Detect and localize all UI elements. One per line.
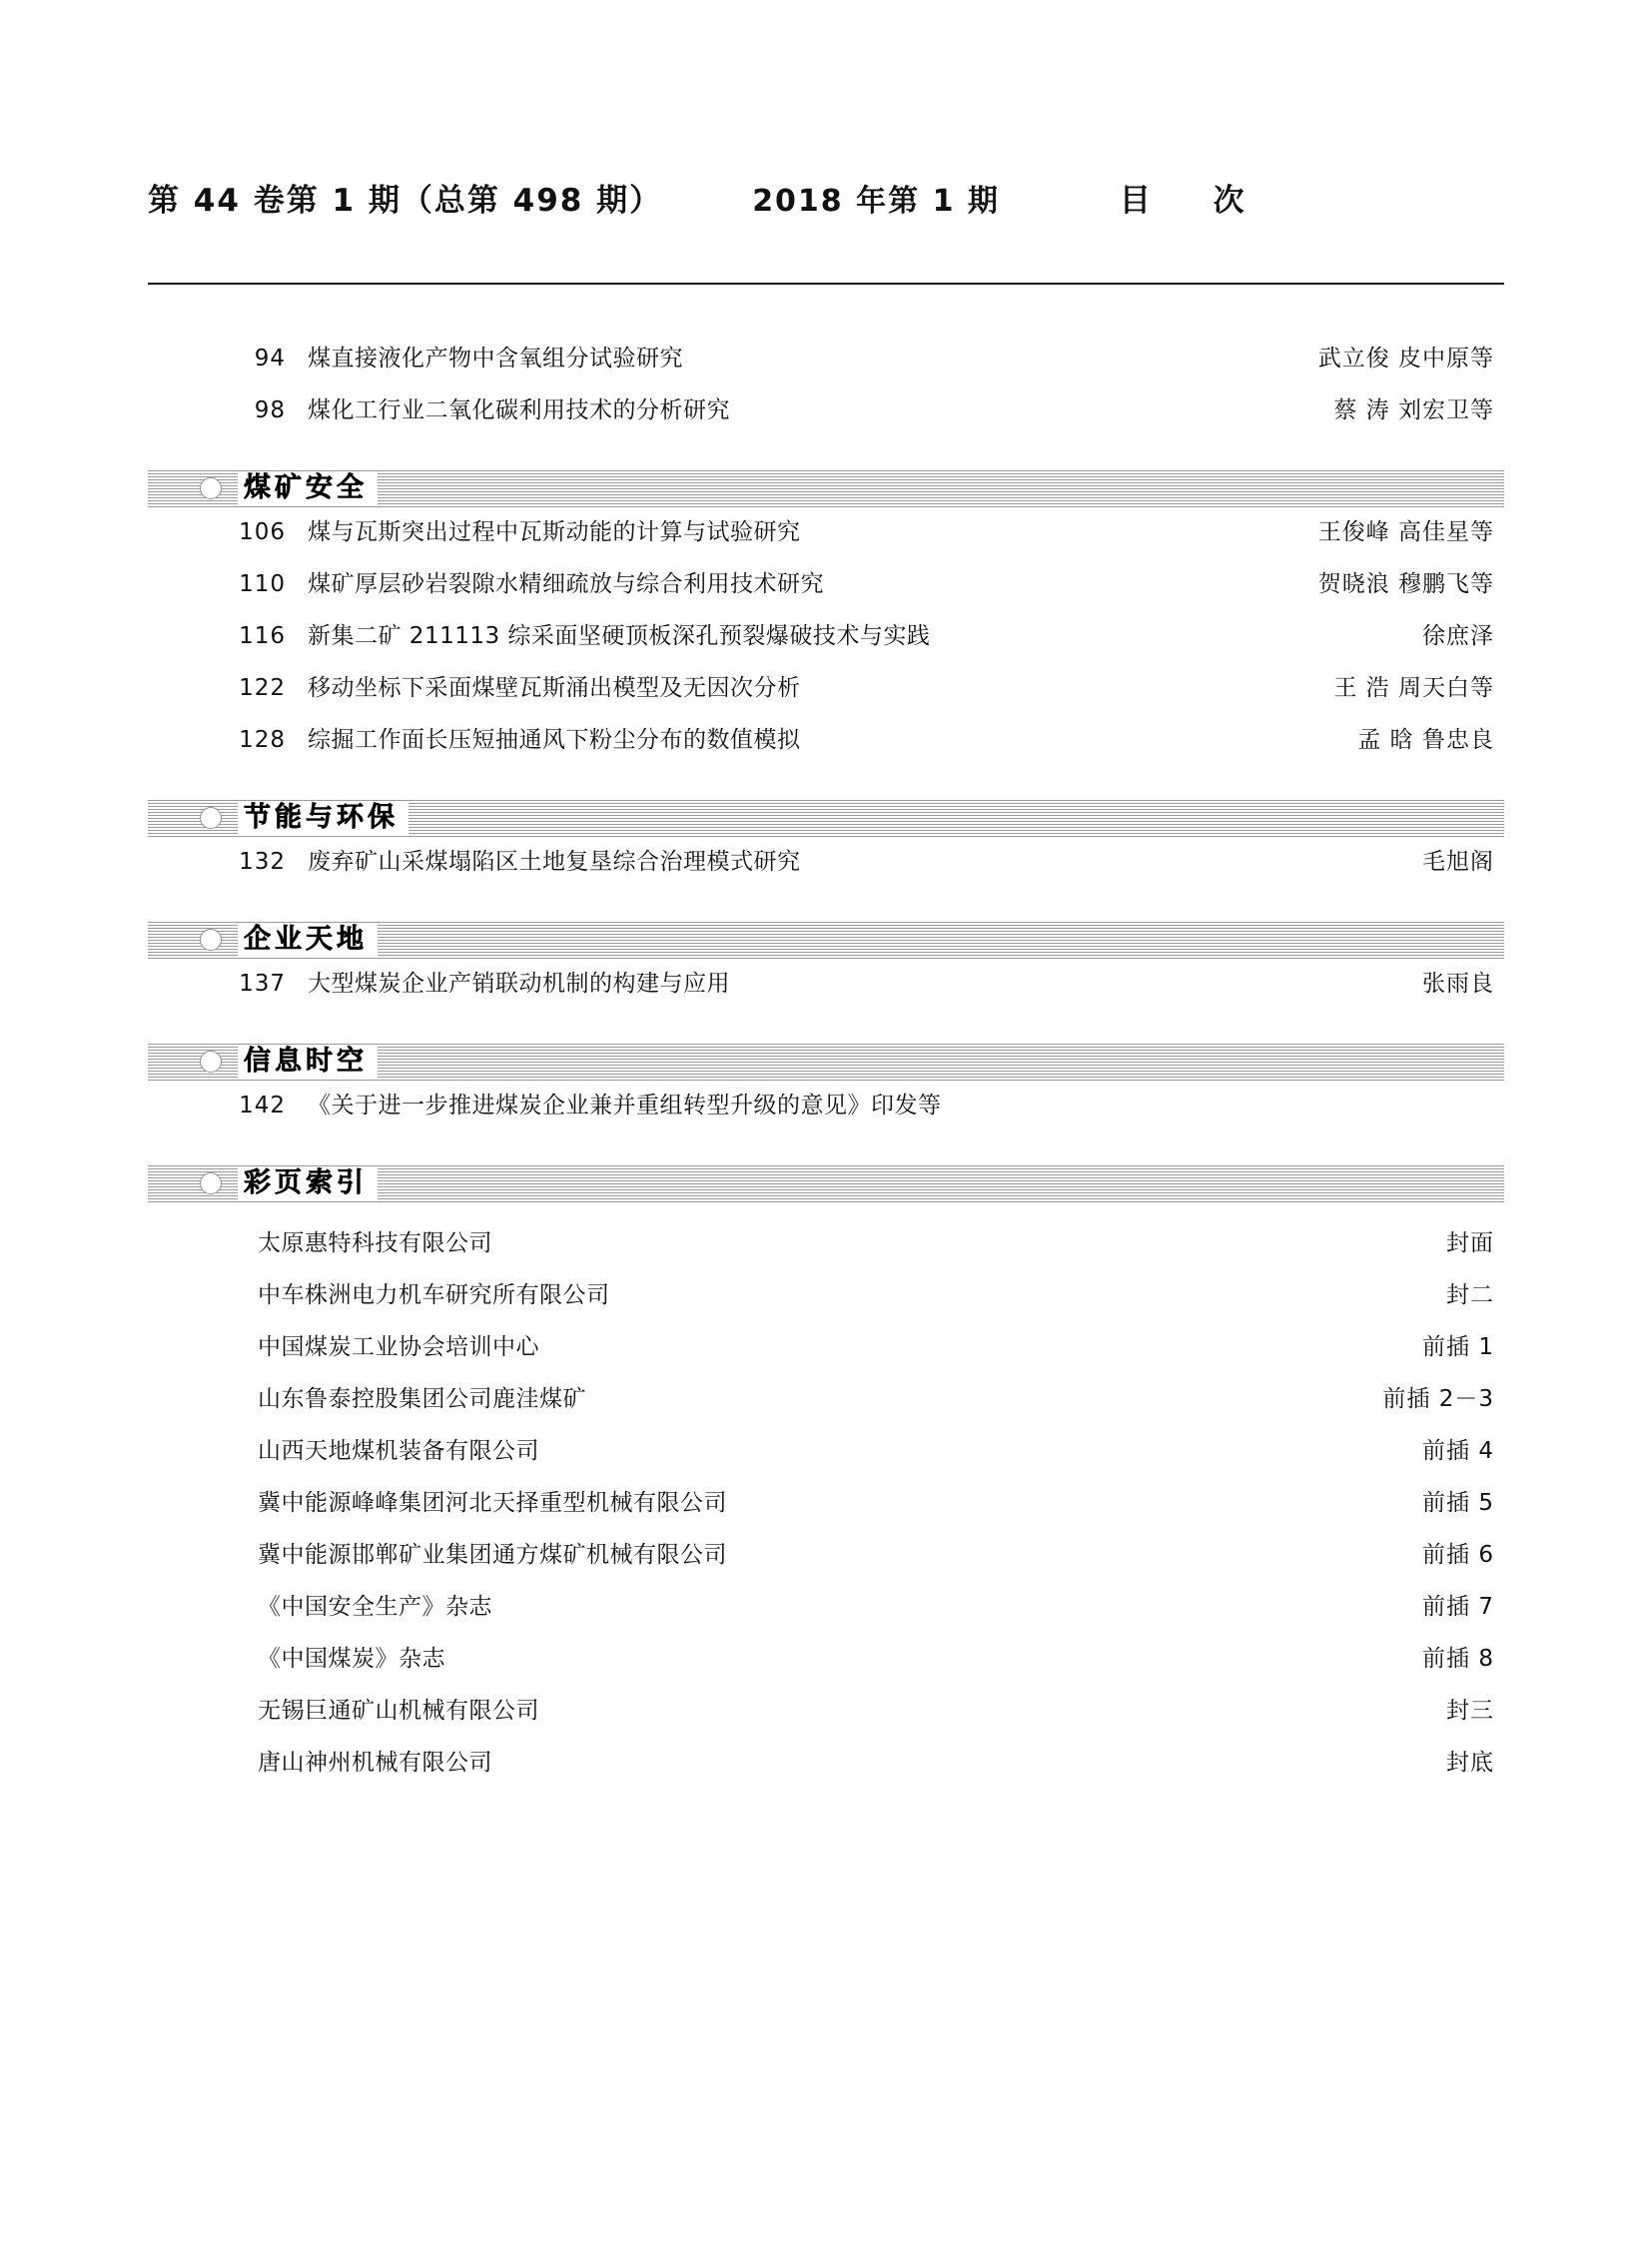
- entry-title: 《关于进一步推进煤炭企业兼并重组转型升级的意见》印发等: [308, 1093, 942, 1119]
- section-title: 彩页索引: [238, 1167, 378, 1199]
- entry-title: 煤化工行业二氧化碳利用技术的分析研究: [308, 397, 730, 423]
- entry-title: 煤直接液化产物中含氧组分试验研究: [308, 346, 683, 372]
- toc-entry[interactable]: [148, 721, 1504, 773]
- toc-entry[interactable]: [148, 669, 1504, 721]
- list-item[interactable]: [148, 1536, 1504, 1588]
- list-item[interactable]: [148, 1432, 1504, 1484]
- entry-title: 大型煤炭企业产销联动机制的构建与应用: [308, 971, 730, 997]
- list-item[interactable]: [148, 1640, 1504, 1692]
- entry-group-energy-saving-environment: [148, 843, 1504, 895]
- entry-page-number: 110: [239, 571, 286, 597]
- section-title: 节能与环保: [238, 802, 409, 834]
- bullet-dot-icon: [200, 1051, 222, 1073]
- toc-entry[interactable]: [148, 391, 1504, 443]
- list-item[interactable]: [148, 1484, 1504, 1536]
- entry-authors: 贺晓浪 穆鹏飞等: [1317, 571, 1494, 597]
- list-item[interactable]: [148, 1224, 1504, 1276]
- index-company: 唐山神州机械有限公司: [258, 1750, 492, 1776]
- entry-title: 废弃矿山采煤塌陷区土地复垦综合治理模式研究: [308, 849, 801, 875]
- index-location: 前插 6: [1422, 1542, 1494, 1568]
- entry-page-number: 122: [239, 675, 286, 701]
- section-header-energy-saving-environment: [148, 799, 1504, 837]
- list-item[interactable]: [148, 1328, 1504, 1380]
- section-header-enterprise-world: [148, 921, 1504, 959]
- entry-authors: 孟 晗 鲁忠良: [1357, 727, 1494, 753]
- toc-entry[interactable]: [148, 965, 1504, 1017]
- index-location: 前插 8: [1422, 1646, 1494, 1672]
- section-header-coal-mine-safety: [148, 469, 1504, 507]
- toc-entry[interactable]: [148, 513, 1504, 565]
- index-company: 中车株洲电力机车研究所有限公司: [258, 1282, 610, 1308]
- index-location: 前插 1: [1422, 1334, 1494, 1360]
- color-index-list: [148, 1224, 1504, 1796]
- section-title: 企业天地: [238, 924, 378, 956]
- bullet-dot-icon: [200, 1172, 222, 1194]
- volume-issue-label: 第 44 卷第 1 期（总第 498 期）: [148, 183, 663, 219]
- index-company: 山西天地煤机装备有限公司: [258, 1438, 539, 1464]
- index-location: 前插 7: [1422, 1594, 1494, 1620]
- toc-entry[interactable]: [148, 843, 1504, 895]
- section-header-information-space: [148, 1043, 1504, 1081]
- entry-page-number: 137: [239, 971, 286, 997]
- section-bar-fill: [409, 799, 1504, 837]
- entry-page-number: 128: [239, 727, 286, 753]
- toc-entry[interactable]: [148, 565, 1504, 617]
- entry-group-enterprise-world: [148, 965, 1504, 1017]
- index-company: 《中国安全生产》杂志: [258, 1594, 492, 1620]
- entry-authors: 武立俊 皮中原等: [1317, 346, 1494, 372]
- page-header: [148, 175, 1506, 220]
- contents-body: [148, 340, 1504, 1796]
- toc-entry[interactable]: [148, 617, 1504, 669]
- toc-entry[interactable]: [148, 340, 1504, 391]
- section-title: 信息时空: [238, 1046, 378, 1078]
- list-item[interactable]: [148, 1276, 1504, 1328]
- index-location: 前插 4: [1422, 1438, 1494, 1464]
- index-location: 封底: [1446, 1750, 1494, 1776]
- index-location: 前插 5: [1422, 1490, 1494, 1516]
- year-issue-label: 2018 年第 1 期: [752, 184, 1000, 219]
- index-company: 《中国煤炭》杂志: [258, 1646, 445, 1672]
- entry-group-top: [148, 340, 1504, 443]
- index-location: 封二: [1446, 1282, 1494, 1308]
- index-location: 封三: [1446, 1698, 1494, 1724]
- entry-authors: 蔡 涛 刘宏卫等: [1333, 397, 1494, 423]
- index-location: 封面: [1446, 1230, 1494, 1256]
- entry-title: 移动坐标下采面煤壁瓦斯涌出模型及无因次分析: [308, 675, 801, 701]
- entry-page-number: 132: [239, 849, 286, 875]
- entry-authors: 王俊峰 高佳星等: [1317, 519, 1494, 545]
- entry-authors: 徐庶泽: [1422, 623, 1494, 649]
- bullet-dot-icon: [200, 807, 222, 829]
- toc-entry[interactable]: [148, 1087, 1504, 1138]
- bullet-dot-icon: [200, 929, 222, 951]
- list-item[interactable]: [148, 1588, 1504, 1640]
- list-item[interactable]: [148, 1692, 1504, 1744]
- list-item[interactable]: [148, 1380, 1504, 1432]
- index-company: 冀中能源邯郸矿业集团通方煤矿机械有限公司: [258, 1542, 727, 1568]
- catalog-label: 目 次: [1119, 183, 1270, 219]
- index-company: 太原惠特科技有限公司: [258, 1230, 492, 1256]
- index-company: 冀中能源峰峰集团河北天择重型机械有限公司: [258, 1490, 727, 1516]
- index-company: 无锡巨通矿山机械有限公司: [258, 1698, 539, 1724]
- index-company: 中国煤炭工业协会培训中心: [258, 1334, 539, 1360]
- section-title: 煤矿安全: [238, 472, 378, 504]
- entry-title: 煤与瓦斯突出过程中瓦斯动能的计算与试验研究: [308, 519, 801, 545]
- entry-authors: 王 浩 周天白等: [1333, 675, 1494, 701]
- list-item[interactable]: [148, 1744, 1504, 1796]
- entry-page-number: 106: [239, 519, 286, 545]
- entry-page-number: 116: [239, 623, 286, 649]
- header-divider: [148, 283, 1504, 285]
- bullet-dot-icon: [200, 477, 222, 499]
- entry-page-number: 94: [254, 346, 286, 372]
- index-company: 山东鲁泰控股集团公司鹿洼煤矿: [258, 1386, 586, 1412]
- section-bar-fill: [378, 1164, 1504, 1202]
- section-bar-fill: [378, 1043, 1504, 1081]
- entry-group-coal-mine-safety: [148, 513, 1504, 773]
- entry-authors: 张雨良: [1422, 971, 1494, 997]
- section-header-color-page-index: [148, 1164, 1504, 1202]
- section-bar-fill: [378, 921, 1504, 959]
- entry-title: 新集二矿 211113 综采面坚硬顶板深孔预裂爆破技术与实践: [308, 623, 931, 649]
- index-location: 前插 2－3: [1382, 1386, 1494, 1412]
- entry-page-number: 98: [254, 397, 286, 423]
- entry-page-number: 142: [239, 1093, 286, 1119]
- entry-authors: 毛旭阁: [1422, 849, 1494, 875]
- entry-title: 煤矿厚层砂岩裂隙水精细疏放与综合利用技术研究: [308, 571, 824, 597]
- section-bar-fill: [378, 469, 1504, 507]
- entry-title: 综掘工作面长压短抽通风下粉尘分布的数值模拟: [308, 727, 801, 753]
- entry-group-information-space: [148, 1087, 1504, 1138]
